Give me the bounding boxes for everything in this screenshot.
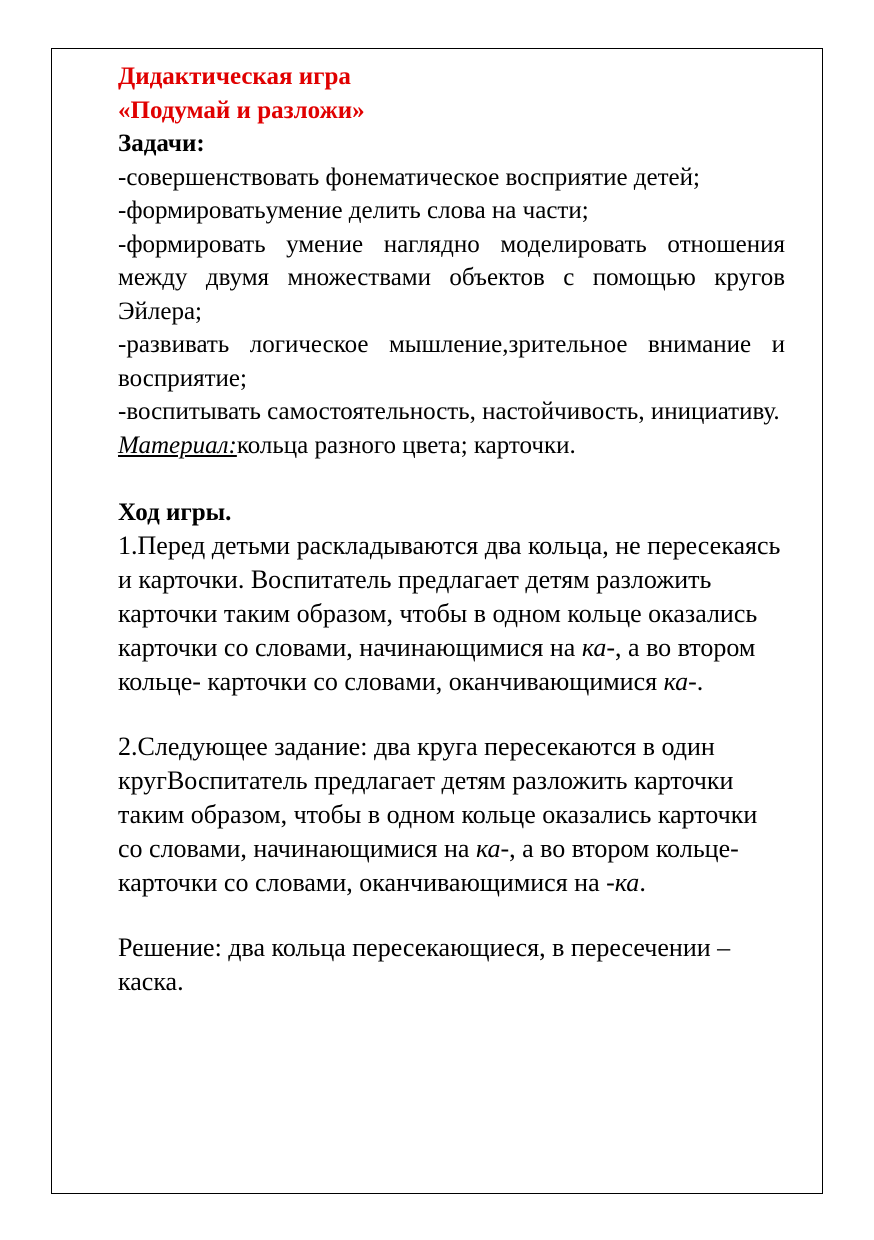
document-title-line-1: Дидактическая игра (118, 63, 351, 90)
step-1-emphasis-a: ка- (581, 633, 616, 662)
task-item-4: -развивать логическое мышление,зрительное внимание и восприятие; (118, 331, 785, 392)
step-1-text-a: 1.Перед детьми раскладываются два кольца, не пересекаясь и карточки. Воспитатель предлагает детям разложить карточки таким образом, чтобы в одном кольце оказались карточки со словами, начинающимися на (118, 531, 781, 662)
spacer (118, 900, 785, 931)
tasks-heading: Задачи: (118, 130, 205, 157)
step-1-text-c: . (696, 667, 704, 696)
material-text: кольца разного цвета; карточки. (236, 431, 576, 459)
task-item-3: -формировать умение наглядно моделировать отношения между двумя множествами объектов с помощью кругов Эйлера; (118, 230, 785, 325)
game-step-2 (118, 730, 785, 900)
task-item-5: -воспитывать самостоятельность, настойчивость, инициативу. (118, 398, 780, 425)
material-line (118, 429, 785, 463)
step-2-text-a: 2.Следующее задание: два круга пересекаются в один кругВоспитатель предлагает детям разложить карточки таким образом, чтобы в одном кольце оказались карточки со словами, начинающимися на (118, 732, 758, 863)
solution-text: Решение: два кольца пересекающиеся, в пересечении – каска. (118, 933, 731, 996)
step-2-text-b: , а во втором кольце- карточки со словами, оканчивающимися на - (118, 834, 739, 897)
step-2-text-c: . (639, 868, 646, 897)
game-step-1 (118, 529, 785, 699)
step-2-emphasis-a: ка- (475, 834, 510, 863)
document-title-line-2: «Подумай и разложи» (118, 96, 365, 124)
spacer (118, 699, 785, 730)
spacer (118, 462, 785, 496)
game-heading: Ход игры. (118, 498, 232, 526)
material-label: Материал: (118, 431, 237, 459)
task-item-1: -совершенствовать фонематическое восприятие детей; (118, 163, 700, 191)
step-1-emphasis-b: ка- (663, 667, 697, 696)
task-item-2: -формироватьумение делить слова на части; (118, 197, 589, 224)
document-body (118, 60, 785, 999)
step-1-text-b: , а во втором кольце- карточки со словами, оканчивающимися (118, 633, 756, 696)
step-2-emphasis-b: ка (614, 868, 640, 897)
